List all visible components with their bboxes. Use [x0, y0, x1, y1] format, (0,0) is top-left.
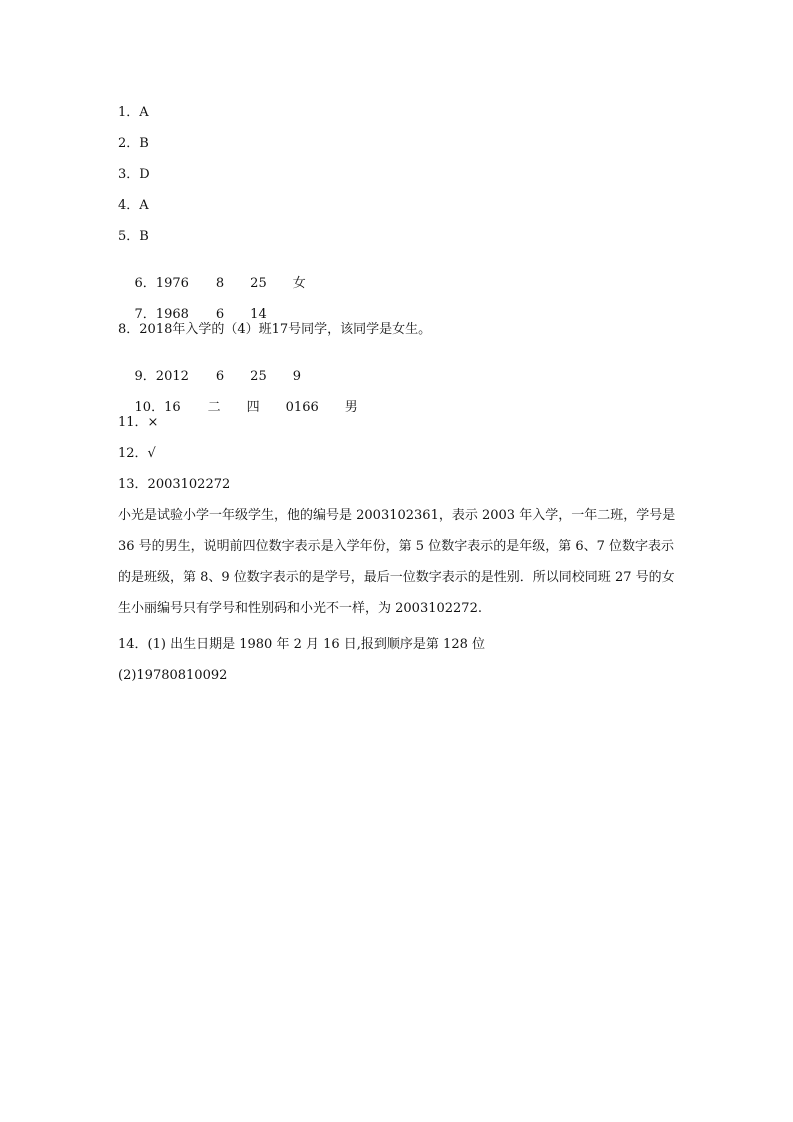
answer-10-c: 四 [246, 400, 260, 415]
answer-6-gender: 女 [292, 276, 306, 291]
answer-14-part-1: 14．(1) 出生日期是 1980 年 2 月 16 日,报到顺序是第 128 位 [118, 637, 485, 652]
answer-10-a: 10．16 [134, 400, 181, 415]
answer-10-b: 二 [207, 400, 221, 415]
answer-6-year: 6．1976 [134, 276, 189, 291]
answer-14-part-2: (2)19780810092 [118, 668, 228, 683]
answer-9-d: 9 [292, 369, 301, 384]
answer-7-year: 7．1968 [134, 307, 189, 322]
answer-6-month: 8 [215, 276, 225, 291]
answer-4: 4．A [118, 198, 149, 213]
answer-11: 11．× [118, 415, 159, 430]
answer-6-day: 25 [250, 276, 267, 291]
answer-3: 3．D [118, 167, 150, 182]
answer-8: 8．2018年入学的（4）班17号同学，该同学是女生。 [118, 322, 432, 337]
answer-5: 5．B [118, 229, 149, 244]
answer-9-b: 6 [215, 369, 225, 384]
answer-7-month: 6 [215, 307, 225, 322]
answer-13-explanation: 小光是试验小学一年级学生，他的编号是 2003102361，表示 2003 年入学，一年二班，学号是 36 号的男生，说明前四位数字表示是入学年份，第 5 位数字表示的是年级，第 6、7 位数字表示的是班级，第 8、9 位数字表示的是学号，最后一位数字表示的是性别．所以同校同班 27 号的女生小丽编号只有学号和性别码和小光不一样，为 2003102272. [118, 508, 676, 616]
answer-10-d: 0166 [285, 400, 319, 415]
answer-2: 2．B [118, 136, 149, 151]
answer-9-c: 25 [250, 369, 267, 384]
answer-7-day: 14 [250, 307, 267, 322]
answer-12: 12．√ [118, 446, 156, 461]
answer-13: 13．2003102272 [118, 477, 231, 492]
answer-9-year: 9．2012 [134, 369, 189, 384]
answer-10-e: 男 [344, 400, 358, 415]
answer-1: 1．A [118, 105, 149, 120]
